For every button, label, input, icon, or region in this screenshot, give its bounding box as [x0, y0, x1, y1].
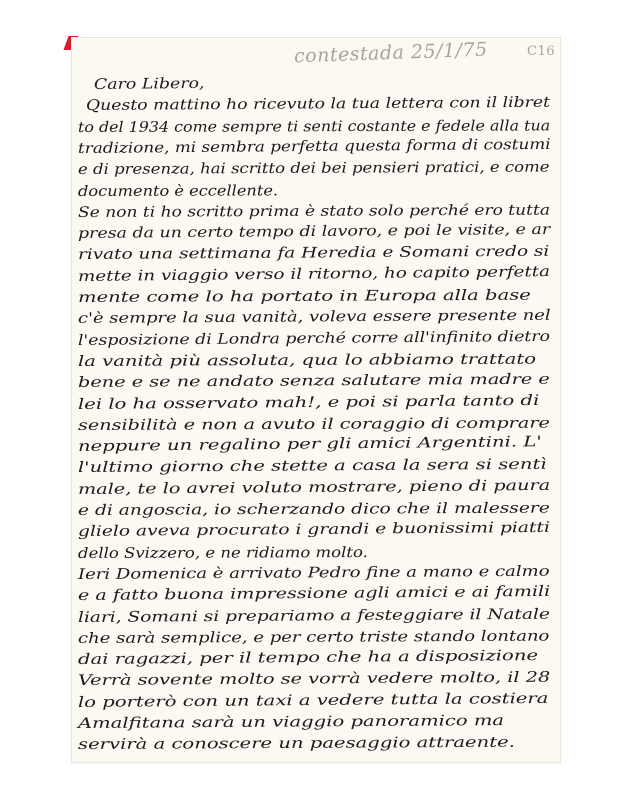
letter-line: dello Svizzero, e ne ridiamo molto.: [77, 544, 368, 562]
letter-line: rivato una settimana fa Heredia e Somani credo si: [77, 244, 550, 264]
letter-line: e a fatto buona impressione agli amici e ai famili: [77, 584, 551, 605]
letter-line: c'è sempre la sua vanità, voleva essere presente nel: [77, 307, 551, 328]
letter-line: la vanità più assoluta, qua lo abbiamo trattato: [77, 351, 537, 370]
letter-line: male, te lo avrei voluto mostrare, pieno di paura: [77, 477, 551, 498]
letter-line: Questo mattino ho ricevuto la tua lettera con il libret: [85, 95, 551, 115]
letter-line: Se non ti ho scritto prima è stato solo perché ero tutta: [77, 202, 551, 221]
letter-line: bene e se ne andato senza salutare mia madre e: [77, 371, 550, 392]
letter-line: lei lo ha osservato mah!, e poi si parla tanto di: [77, 392, 540, 413]
archive-reference-annotation: C16: [527, 44, 555, 59]
letter-line: neppure un regalino per gli amici Argentini. L': [77, 434, 542, 456]
letter-line: Caro Libero,: [93, 75, 205, 93]
letter-line: sensibilità e non a avuto il coraggio di comprare: [77, 415, 550, 434]
letter-line: servirà a conoscere un paesaggio attraente.: [77, 735, 515, 754]
letter-line: mette in viaggio verso il ritorno, ho capito perfetta: [77, 263, 551, 285]
letter-line: e di angoscia, io scherzando dico che il malessere: [77, 500, 550, 519]
letter-line: e di presenza, hai scritto dei bei pensieri pratici, e come: [77, 159, 550, 179]
letter-line: Verrà sovente molto se vorrà vedere molto, il 28: [77, 670, 551, 690]
letter-line: lo porterò con un taxi a vedere tutta la costiera: [77, 690, 549, 711]
letter-line: mente come lo ha portato in Europa alla base: [77, 287, 531, 306]
letter-line: l'ultimo giorno che stette a casa la sera si sentì: [77, 457, 547, 477]
letter-line: to del 1934 come sempre ti senti costante e fedele alla tua: [77, 117, 551, 136]
letter-line: dai ragazzi, per il tempo che ha a disposizione: [77, 648, 539, 669]
letter-line: liari, Somani si prepariamo a festeggiare il Natale: [77, 606, 550, 626]
letter-line: glielo aveva procurato i grandi e buonissimi piatti: [77, 520, 550, 541]
archive-date-annotation: contestada 25/1/75: [293, 38, 489, 68]
letter-line: che sarà semplice, e per certo triste stando lontano: [77, 628, 550, 647]
letter-page: [72, 38, 560, 762]
letter-line: tradizione, mi sembra perfetta questa forma di costumi: [77, 136, 551, 157]
letter-line: Ieri Domenica è arrivato Pedro fine a mano e calmo: [77, 563, 550, 583]
letter-line: presa da un certo tempo di lavoro, e poi le visite, e ar: [77, 221, 551, 243]
letter-line: l'esposizione di Londra perché corre all'infinito dietro: [77, 328, 551, 349]
letter-line: Amalfitana sarà un viaggio panoramico ma: [77, 713, 505, 732]
letter-line: documento è eccellente.: [77, 182, 279, 200]
